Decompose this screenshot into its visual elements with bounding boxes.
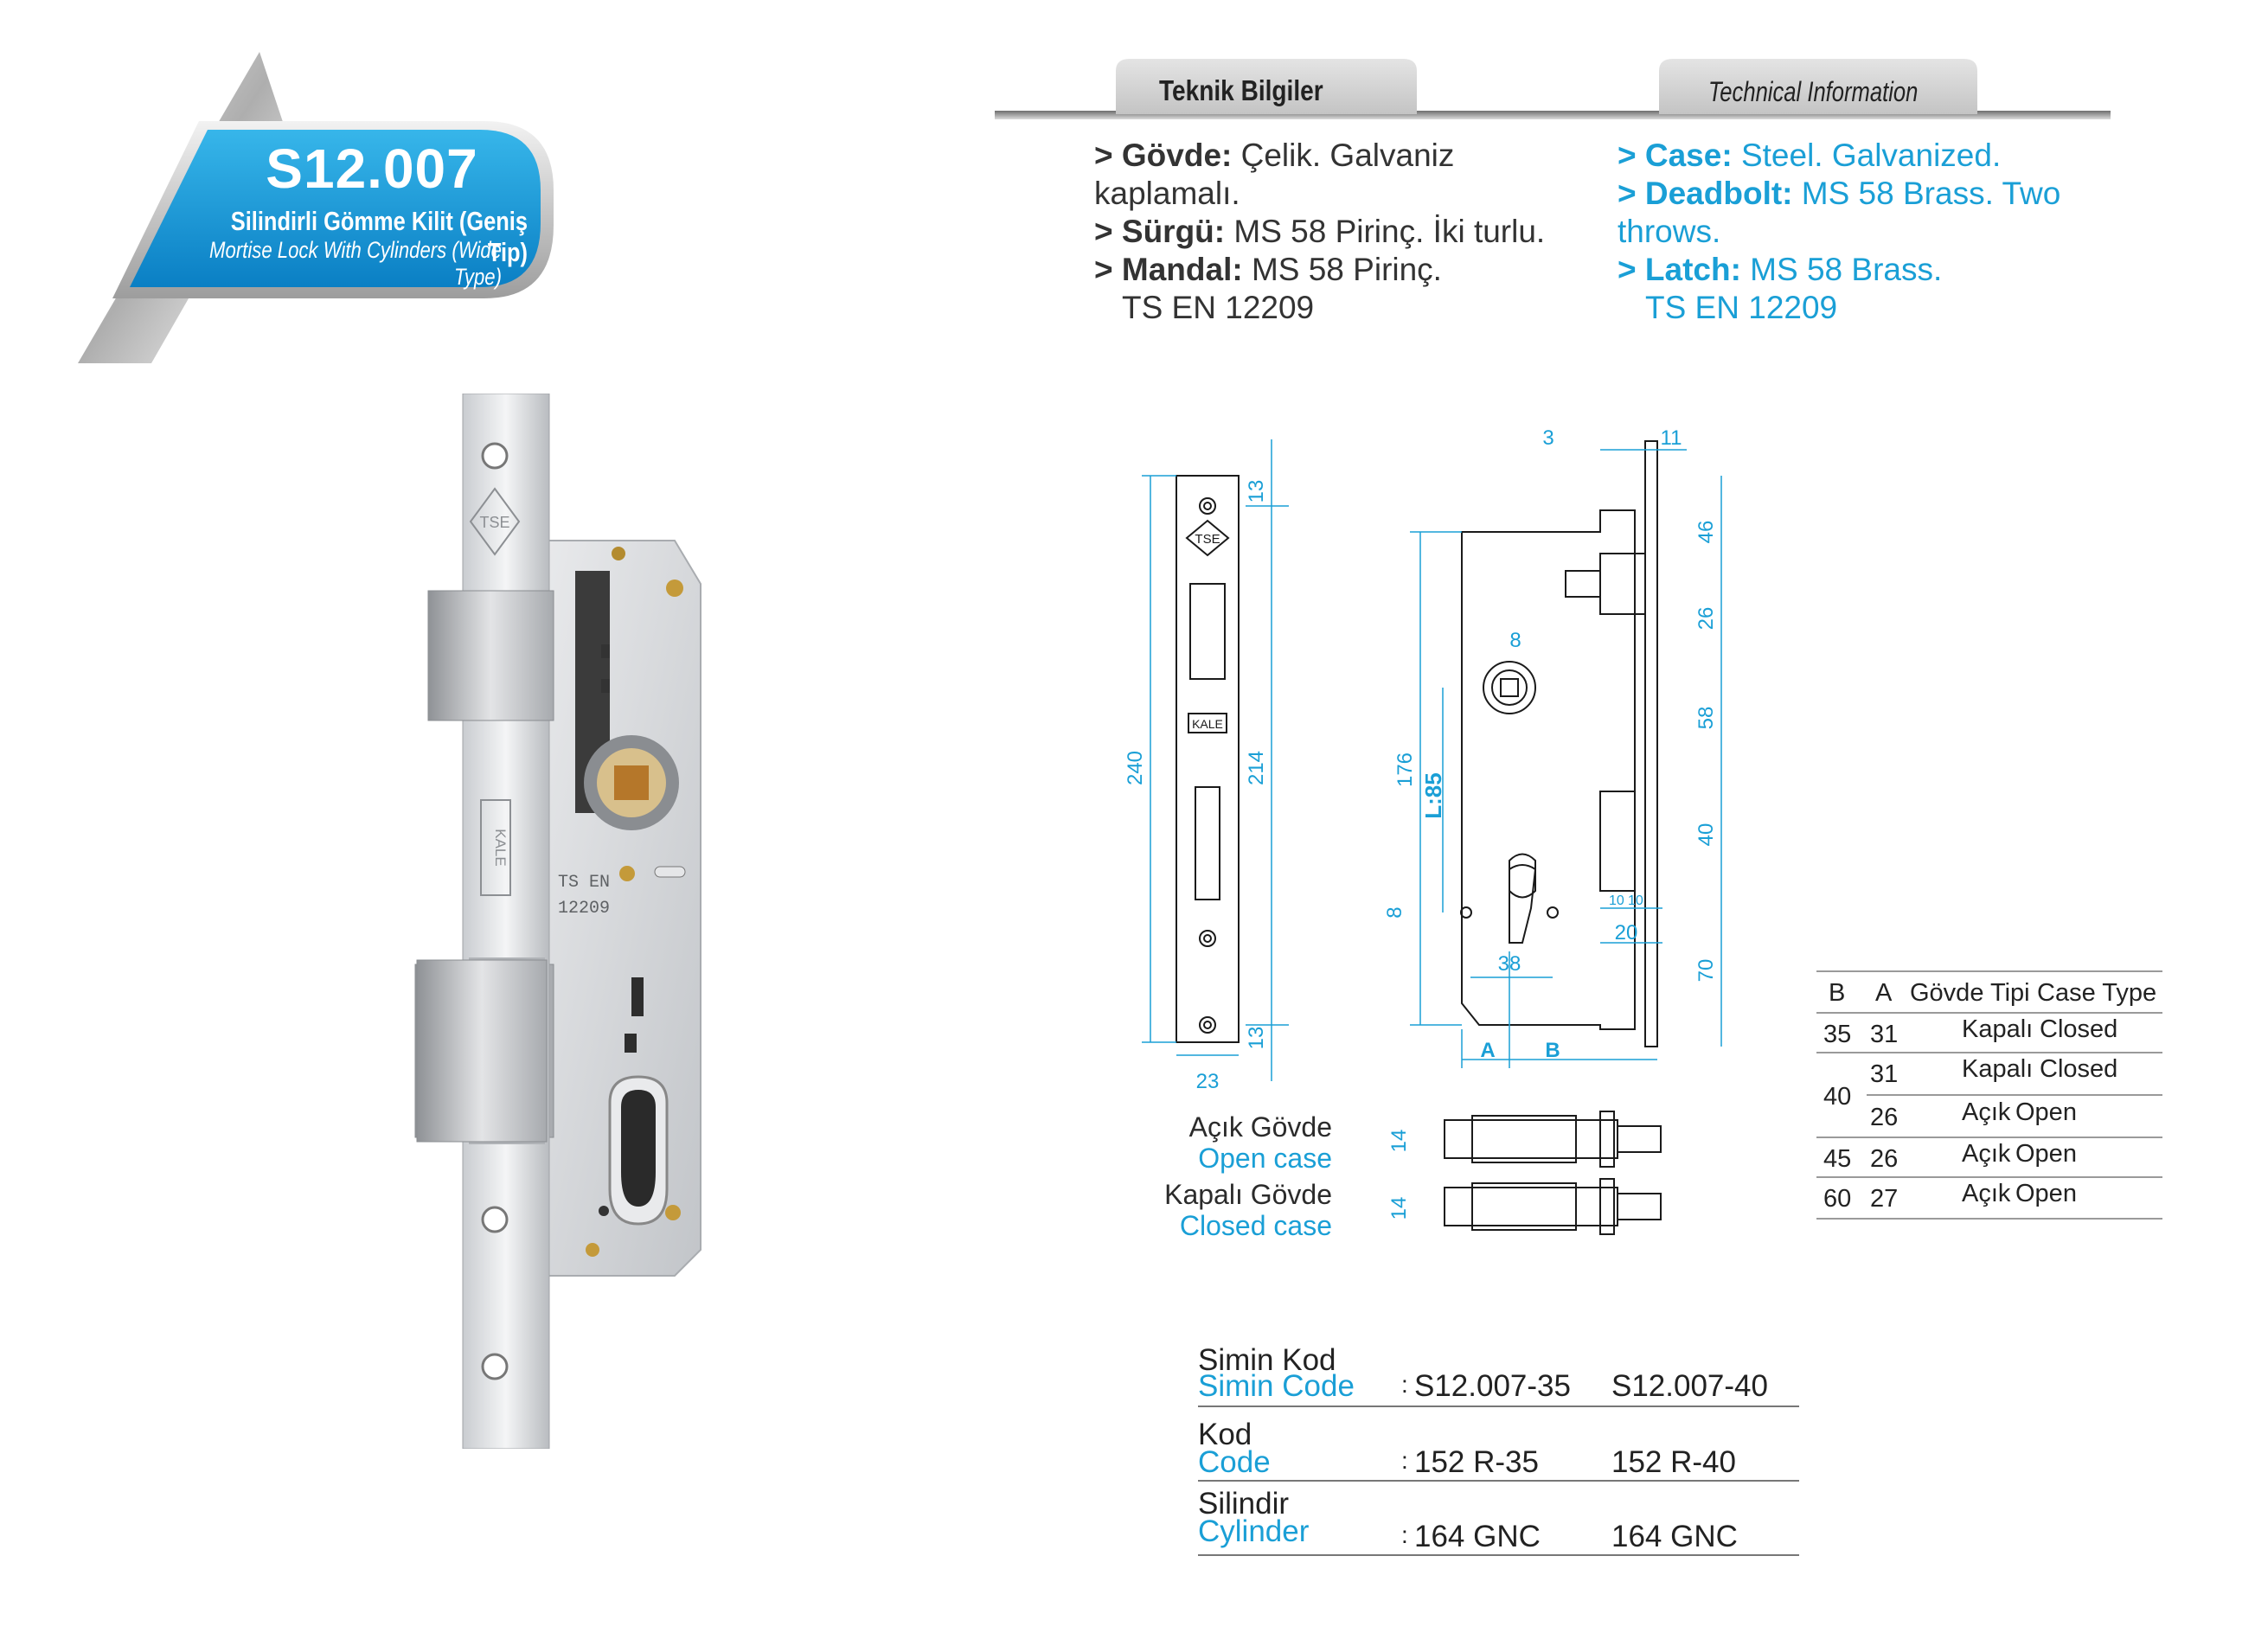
stamp-kale: KALE xyxy=(492,829,509,867)
closed-case-label-en: Closed case xyxy=(1179,1210,1332,1241)
dim-b: B xyxy=(1545,1039,1560,1062)
tab-technical-information: Technical Information xyxy=(1708,76,1919,107)
dim-38: 38 xyxy=(1497,952,1521,976)
spec-tr-deadbolt: > Sürgü: MS 58 Pirinç. İki turlu. xyxy=(1094,214,1546,249)
col-a-header: A xyxy=(1875,979,1893,1007)
table-row: 45 26 Açık Open xyxy=(1823,1140,2077,1173)
dim-14-closed: 14 xyxy=(1387,1196,1411,1220)
spec-tr-case: > Gövde: Çelik. Galvaniz kaplamalı. xyxy=(1094,138,1455,211)
specs-en xyxy=(1618,137,2102,327)
open-case-label-tr: Açık Gövde xyxy=(1188,1111,1332,1143)
dim-3: 3 xyxy=(1542,426,1554,450)
dim-l85: L:85 xyxy=(1420,772,1446,819)
dim-11: 11 xyxy=(1660,426,1682,450)
plate-kale-mark: KALE xyxy=(1192,717,1223,731)
code-row-simin: Simin Kod Simin Code : S12.007-35 S12.007-40 xyxy=(1198,1343,1768,1403)
dim-13-top: 13 xyxy=(1245,479,1268,503)
product-name-tr: Silindirli Gömme Kilit (Geniş Tip) xyxy=(230,206,528,267)
spec-en-latch: > Latch: MS 58 Brass. xyxy=(1618,252,1943,287)
specs-tr xyxy=(1094,137,1579,327)
dim-40: 40 xyxy=(1694,823,1718,847)
closed-case-plan xyxy=(1445,1188,1618,1226)
dim-a: A xyxy=(1480,1039,1496,1062)
codes-table xyxy=(1198,1345,1799,1556)
table-row-group-40: 40 31 Kapalı Closed 26 Açık Open xyxy=(1816,1053,2162,1137)
dim-14-open: 14 xyxy=(1387,1129,1411,1153)
dim-176: 176 xyxy=(1393,752,1417,788)
dim-8-left: 8 xyxy=(1383,906,1406,919)
dim-10-b: 10 xyxy=(1628,893,1643,908)
dim-240: 240 xyxy=(1124,750,1147,786)
dim-26: 26 xyxy=(1694,606,1718,631)
product-name-en: Mortise Lock With Cylinders (Wide Type) xyxy=(209,237,502,290)
col-type-tr-header: Gövde Tipi xyxy=(1910,979,2030,1007)
case-labels xyxy=(1150,1111,1332,1241)
dim-58: 58 xyxy=(1694,706,1718,730)
standard-tr: TS EN 12209 xyxy=(1122,290,1315,325)
spec-en-case: > Case: Steel. Galvanized. xyxy=(1618,138,2002,173)
stamp-std-line1: TS EN xyxy=(558,873,611,893)
stamp-tse: TSE xyxy=(479,514,510,531)
spec-tr-latch: > Mandal: MS 58 Pirinç. xyxy=(1094,252,1442,287)
dim-13-bottom: 13 xyxy=(1245,1026,1268,1050)
dim-70: 70 xyxy=(1694,958,1718,983)
code-row-silindir: Silindir Cylinder : 164 GNC 164 GNC xyxy=(1198,1487,1738,1553)
code-row-kod: Kod Code : 152 R-35 152 R-40 xyxy=(1198,1418,1736,1479)
standard-en: TS EN 12209 xyxy=(1645,290,1838,325)
closed-case-label-tr: Kapalı Gövde xyxy=(1164,1179,1332,1210)
tab-teknik-bilgiler: Teknik Bilgiler xyxy=(1159,74,1323,106)
dim-46: 46 xyxy=(1694,520,1718,544)
table-row: 60 27 Açık Open xyxy=(1823,1180,2077,1213)
drawing-forend-plate xyxy=(1176,476,1239,1042)
spec-en-deadbolt: > Deadbolt: MS 58 Brass. Two throws. xyxy=(1618,176,2061,249)
col-b-header: B xyxy=(1829,979,1846,1007)
case-type-table xyxy=(1816,970,2162,1220)
model-number: S12.007 xyxy=(266,138,478,200)
dim-23: 23 xyxy=(1195,1070,1220,1093)
case-table-header xyxy=(1816,972,2162,1012)
dim-214: 214 xyxy=(1245,750,1268,786)
drawing-case-body xyxy=(1462,510,1635,1029)
open-case-label-en: Open case xyxy=(1198,1143,1332,1174)
table-row: 35 31 Kapalı Closed xyxy=(1823,1015,2118,1048)
lock-photo xyxy=(398,394,727,1449)
dim-20: 20 xyxy=(1614,921,1638,944)
plate-tse-mark: TSE xyxy=(1195,532,1220,547)
stamp-std-line2: 12209 xyxy=(558,899,611,919)
open-case-plan xyxy=(1445,1120,1618,1158)
dim-8-hole: 8 xyxy=(1509,629,1521,652)
col-type-en-header: Case Type xyxy=(2037,979,2157,1007)
dim-10-a: 10 xyxy=(1609,893,1624,908)
